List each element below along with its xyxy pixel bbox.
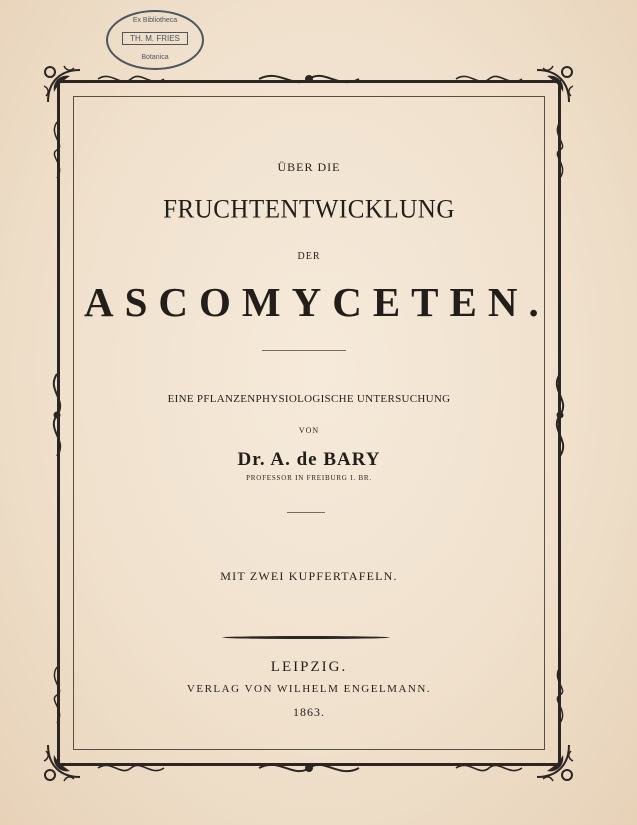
ornament-bottom-right-icon <box>527 735 577 785</box>
publication-city: LEIPZIG. <box>270 659 348 675</box>
ornament-bottom-center-icon <box>254 757 364 779</box>
ornament-left-middle-icon <box>46 370 68 460</box>
stamp-line-3: Botanica <box>141 54 169 61</box>
divider-rule-3 <box>222 636 390 639</box>
ornament-right-lower-icon <box>551 665 569 725</box>
divider-rule-1 <box>262 350 346 351</box>
ornament-right-upper-icon <box>551 120 569 180</box>
divider-rule-2 <box>287 512 325 513</box>
ornament-top-center-icon <box>254 68 364 90</box>
plates-note: MIT ZWEI KUPFERTAFELN. <box>220 569 398 583</box>
library-stamp <box>106 10 204 70</box>
stamp-line-2: TH. M. FRIES <box>122 32 188 45</box>
ornament-left-upper-icon <box>48 120 66 180</box>
decorative-frame-inner <box>73 96 550 750</box>
ornament-top-right-icon <box>527 62 577 112</box>
title-line-uber-die: ÜBER DIE <box>277 160 341 174</box>
subtitle: EINE PFLANZENPHYSIOLOGISCHE UNTERSUCHUNG <box>167 393 451 405</box>
publication-year: 1863. <box>293 705 325 719</box>
ornament-bottom-left-scroll-icon <box>96 759 166 777</box>
publisher: VERLAG VON WILHELM ENGELMANN. <box>186 683 432 695</box>
title-subject: ASCOMYCETEN. <box>84 279 550 325</box>
title-main: FRUCHTENTWICKLUNG <box>163 195 455 224</box>
ornament-top-left-scroll-icon <box>96 70 166 88</box>
ornament-top-left-icon <box>40 62 90 112</box>
ornament-top-right-scroll-icon <box>454 70 524 88</box>
ornament-bottom-right-scroll-icon <box>454 759 524 777</box>
stamp-line-1: Ex Bibliotheca <box>132 17 178 24</box>
title-line-der: DER <box>297 251 321 262</box>
ornament-bottom-left-icon <box>40 735 90 785</box>
ornament-left-lower-icon <box>48 665 66 725</box>
author-name: Dr. A. de BARY <box>237 449 381 470</box>
ornament-right-middle-icon <box>549 370 571 460</box>
author-position: PROFESSOR IN FREIBURG I. BR. <box>246 474 372 482</box>
by-line: VON <box>298 426 320 435</box>
